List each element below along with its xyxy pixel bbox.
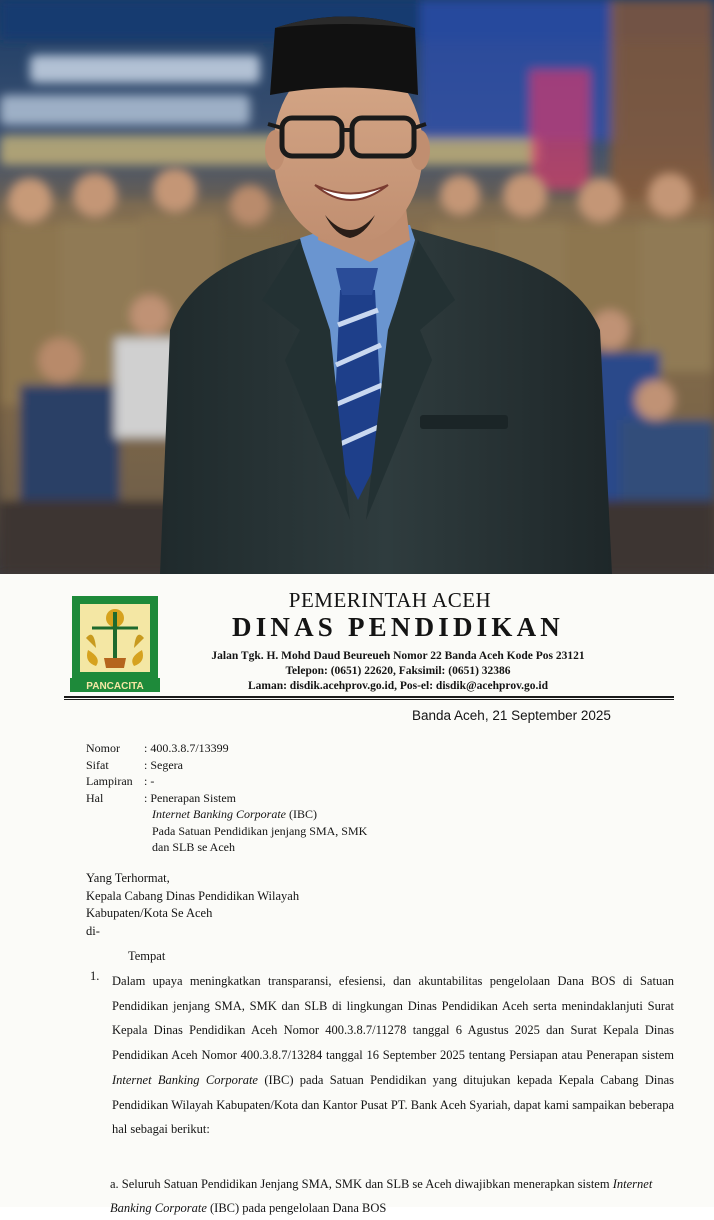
letterhead-department: DINAS PENDIDIKAN	[232, 612, 564, 642]
letterhead-divider	[64, 696, 674, 698]
hal-ibc: (IBC)	[285, 807, 317, 821]
nomor-value: : 400.3.8.7/13399	[144, 741, 229, 755]
lampiran-label: Lampiran	[86, 774, 133, 788]
aceh-coat-of-arms-icon	[66, 592, 164, 694]
paragraph-1-text-end: (IBC) pada Satuan Pendidikan yang ditujukan kepada Kepala Cabang Dinas Pendidikan Wilayah Kabupaten/Kota dan Kantor Pusat PT. Bank Aceh Syariah, dapat kami sampaikan beberapa hal sebagai berikut:	[112, 1072, 674, 1137]
point-a-text-end: (IBC) pada pengelolaan Dana BOS	[206, 1201, 387, 1215]
letterhead-web: Laman: disdik.acehprov.go.id, Pos-el: disdik@acehprov.go.id	[247, 680, 549, 692]
hal-value: : Penerapan Sistem	[144, 790, 236, 805]
logo-text: PANCACITA	[86, 681, 144, 692]
body-paragraph-1	[90, 969, 674, 1142]
lampiran-value: : -	[144, 774, 155, 788]
paragraph-1-italic: Internet Banking Corporate	[112, 1072, 258, 1087]
point-a-italic: Internet Banking Corporate	[110, 1177, 653, 1215]
point-a	[110, 1172, 674, 1220]
letterhead-government: PEMERINTAH ACEH	[288, 588, 492, 612]
news-photo	[0, 0, 714, 574]
hal-line3: Pada Satuan Pendidikan jenjang SMA, SMK	[152, 823, 368, 838]
letterhead-address: Jalan Tgk. H. Mohd Daud Beureueh Nomor 22 Banda Aceh Kode Pos 23121	[211, 650, 585, 662]
point-a-text: a. Seluruh Satuan Pendidikan Jenjang SMA, SMK dan SLB se Aceh diwajibkan menerapkan sistem	[110, 1177, 613, 1191]
hal-line4: dan SLB se Aceh	[152, 840, 235, 854]
paragraph-1-text: Dalam upaya meningkatkan transparansi, efesiensi, dan akuntabilitas pengelolaan Dana BOS di Satuan Pendidikan jenjang SMA, SMK dan SLB di lingkungan Dinas Pendidikan Aceh serta menindaklanjuti Surat Kepala Dinas Pendidikan Aceh Nomor 400.3.8.7/11278 tanggal 6 Agustus 2025 dan Surat Kepala Dinas Pendidikan Aceh Nomor 400.3.8.7/13284 tanggal 16 September 2025 tentang Persiapan atau Penerapan sistem	[112, 974, 674, 1063]
paragraph-number: 1.	[90, 969, 100, 983]
sifat-value: : Segera	[144, 757, 183, 772]
recipient-title: Kepala Cabang Dinas Pendidikan Wilayah	[86, 888, 300, 903]
sifat-label: Sifat	[86, 757, 109, 772]
photo-illustration	[0, 0, 714, 574]
recipient-salutation: Yang Terhormat,	[86, 871, 170, 885]
letter-date: Banda Aceh, 21 September 2025	[412, 708, 611, 723]
nomor-label: Nomor	[86, 741, 120, 755]
letterhead-divider-thin	[64, 699, 674, 700]
hal-italic: Internet Banking Corporate	[152, 807, 286, 821]
recipient-di: di-	[86, 923, 100, 938]
recipient-place: Tempat	[128, 949, 166, 963]
letter-meta	[86, 740, 367, 856]
hal-label: Hal	[86, 790, 104, 805]
recipient-block	[86, 870, 299, 966]
peci-hat-icon	[270, 17, 418, 96]
letterhead-phone: Telepon: (0651) 22620, Faksimil: (0651) 32386	[285, 665, 511, 677]
recipient-region: Kabupaten/Kota Se Aceh	[86, 906, 213, 920]
official-letter	[0, 574, 714, 1215]
